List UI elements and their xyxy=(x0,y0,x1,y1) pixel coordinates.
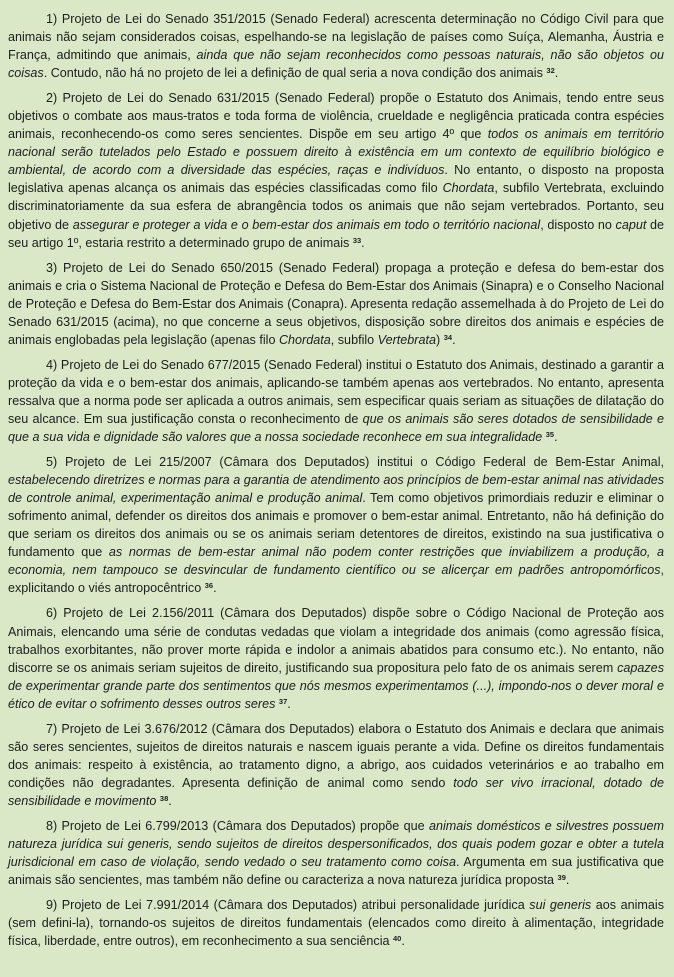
italic-text: ainda que não sejam reconhecidos como pessoas naturais, não são objetos ou coisas xyxy=(8,48,664,81)
body-text: . xyxy=(401,934,405,949)
footnote-ref: 39 xyxy=(557,873,566,883)
italic-text: que os animais são seres dotados de sensibilidade e que a sua vida e dignidade são valores que a nossa sociedade reconhece em sua integralidade xyxy=(8,411,664,445)
italic-text: Vertebrata xyxy=(377,332,437,347)
body-text: . xyxy=(554,66,559,81)
body-text: . xyxy=(287,696,291,711)
italic-text: caput xyxy=(615,217,647,232)
bill-item-2 xyxy=(8,89,664,251)
bill-item-4 xyxy=(8,356,664,446)
italic-text: Chordata xyxy=(442,181,495,196)
body-text: , subfilo Vertebrata, excluindo discriminatoriamente da sua esfera de abrangência todos os animais que não sejam vertebrados. Portanto, seu objetivo de xyxy=(8,181,664,232)
body-text: . Tem como objetivos primordiais reduzir e eliminar o sofrimento animal, defender os direitos dos animais e promover o bem-estar animal. Entretanto, não há definição do que seriam os direitos dos animais ou se os animais seriam detentores de direitos, existindo na sua justificativa o fundamento que xyxy=(8,491,664,560)
body-text: , disposto no xyxy=(540,217,616,232)
body-text: 7) Projeto de Lei 3.676/2012 (Câmara dos Deputados) elabora o Estatuto dos Animais e declara que animais são seres sencientes, sujeitos de direitos naturais e nascem iguais perante a vida. Define os direitos fundamentais dos animais: respeito à existência, ao tratamento digno, a abrigo, aos cuidados veterinários e ao trabalho em condições não degradantes. Apresenta definição de animal como sendo xyxy=(8,721,664,790)
footnote-ref: 40 xyxy=(393,934,402,944)
body-text: de seu artigo 1º, estaria restrito a determinado grupo de animais xyxy=(8,217,664,250)
footnote-ref: 34 xyxy=(443,332,453,342)
body-text: . xyxy=(452,332,456,347)
bill-item-6 xyxy=(8,604,664,712)
body-text: , explicitando o viés antropocêntrico xyxy=(8,563,664,596)
italic-text: todos os animais em território nacional serão tutelados pelo Estado e possuem direito à existência em um contexto de equilíbrio biológico e ambiental, de acordo com a diversidade das espécies, raças e indivíduos xyxy=(8,127,665,178)
footnote-ref: 35 xyxy=(545,430,555,440)
body-text: 8) Projeto de Lei 6.799/2013 (Câmara dos Deputados) propõe que xyxy=(46,818,429,833)
italic-text: todo ser vivo irracional, dotado de sensibilidade e movimento xyxy=(8,775,664,808)
italic-text: estabelecendo diretrizes e normas para a garantia de atendimento aos princípios de bem-estar animal nas atividades de controle animal, experimentação animal e produção animal xyxy=(8,473,664,506)
bill-item-7 xyxy=(8,720,664,810)
italic-text: as normas de bem-estar animal não podem conter restrições que inviabilizem a produção, a economia, nem tampouco se desvincular de fundamento científico ou se alicerçar em padrões antropomórficos xyxy=(8,545,665,578)
bill-item-9 xyxy=(8,896,664,950)
body-text: 6) Projeto de Lei 2.156/2011 (Câmara dos Deputados) dispõe sobre o Código Nacional de Proteção aos Animais, elencando uma série de condutas vedadas que violam a integridade dos animais (como agressão física, trabalhos exorbitantes, não prover morte rápida e indolor a animais abatidos para consumo etc.). No entanto, não discorre se os animais seriam sujeitos de direito, justificando sua propositura pelo fato de os animais serem xyxy=(8,606,664,675)
body-text: . xyxy=(168,793,172,808)
italic-text: Chordata xyxy=(278,332,331,347)
body-text: . Contudo, não há no projeto de lei a definição de qual seria a nova condição dos animais xyxy=(43,66,547,81)
body-text: . xyxy=(554,430,558,445)
bill-item-1 xyxy=(8,10,664,82)
body-text: aos animais (sem defini-la), tornando-os sujeitos de direitos fundamentais (elencados como direito à alimentação, integridade física, liberdade, entre outros), em reconhecimento a sua senciência xyxy=(8,898,665,949)
bill-item-5 xyxy=(8,453,664,597)
body-text: 2) Projeto de Lei do Senado 631/2015 (Senado Federal) propõe o Estatuto dos Animais, tendo entre seus objetivos o combate aos maus-tratos e toda forma de violência, crueldade e negligência praticada contra espécies animais, reconhecendo-os como seres sencientes. Dispõe em seu artigo 4º que xyxy=(8,91,664,142)
body-text: , subfilo xyxy=(330,332,378,347)
body-text: ) xyxy=(436,332,444,347)
body-text: 9) Projeto de Lei 7.991/2014 (Câmara dos Deputados) atribui personalidade jurídica xyxy=(46,898,530,913)
footnote-ref: 33 xyxy=(352,235,362,245)
italic-text: animais domésticos e silvestres possuem natureza jurídica sui generis, sendo sujeitos de direitos despersonificados, dos quais podem gozar e obter a tutela jurisdicional em caso de violação, sendo vedado o seu tratamento como coisa xyxy=(8,818,664,870)
italic-text: sui generis xyxy=(529,898,592,913)
body-text: 1) Projeto de Lei do Senado 351/2015 (Senado Federal) acrescenta determinação no Código Civil para que animais não sejam considerados coisas, espelhando-se na legislação de países como Suíça, Alemanha, Áustria e França, admitindo que animais, xyxy=(8,12,664,63)
footnote-ref: 36 xyxy=(204,581,214,591)
body-text: . No entanto, o disposto na proposta legislativa apenas alcança os animais das espécies classificadas como filo xyxy=(8,163,664,196)
body-text: . xyxy=(361,235,365,250)
body-text: . Argumenta em sua justificativa que animais são sencientes, mas também não define ou caracteriza a nova natureza jurídica proposta xyxy=(8,855,664,888)
bill-item-3 xyxy=(8,259,664,349)
footnote-ref: 37 xyxy=(278,696,288,706)
italic-text: capazes de experimentar grande parte dos sentimentos que nós mesmos experimentamos (...), impondo-nos o dever moral e ético de evitar o sofrimento desses outros seres xyxy=(8,660,664,711)
body-text: 3) Projeto de Lei do Senado 650/2015 (Senado Federal) propaga a proteção e defesa do bem-estar dos animais e cria o Sistema Nacional de Proteção e Defesa do Bem-Estar dos Animais (Sinapra) e o Conselho Nacional de Proteção e Defesa do Bem-Estar dos Animais (Conapra). Apresenta redação assemelhada à do Projeto de Lei do Senado 631/2015 (acima), no que concerne a seus objetivos, disposição sobre direitos dos animais e espécies de animais englobadas pela legislação (apenas filo xyxy=(8,260,664,347)
body-text: . xyxy=(213,581,217,596)
bill-item-8 xyxy=(8,817,664,889)
footnote-ref: 38 xyxy=(159,793,169,803)
footnote-ref: 32 xyxy=(546,66,555,76)
body-text: . xyxy=(565,873,570,888)
italic-text: assegurar e proteger a vida e o bem-estar dos animais em todo o território nacional xyxy=(72,217,541,232)
body-text: 4) Projeto de Lei do Senado 677/2015 (Senado Federal) institui o Estatuto dos Animais, destinado a garantir a proteção da vida e o bem-estar dos animais, aplicando-se também apenas aos vertebrados. No entanto, apresenta ressalva que a norma pode ser aplicada a outros animais, sem especificar quais seriam as situações de dilatação do seu alcance. Em sua justificação consta o reconhecimento de xyxy=(8,357,664,426)
body-text: 5) Projeto de Lei 215/2007 (Câmara dos Deputados) institui o Código Federal de Bem-Estar Animal, xyxy=(46,455,664,470)
